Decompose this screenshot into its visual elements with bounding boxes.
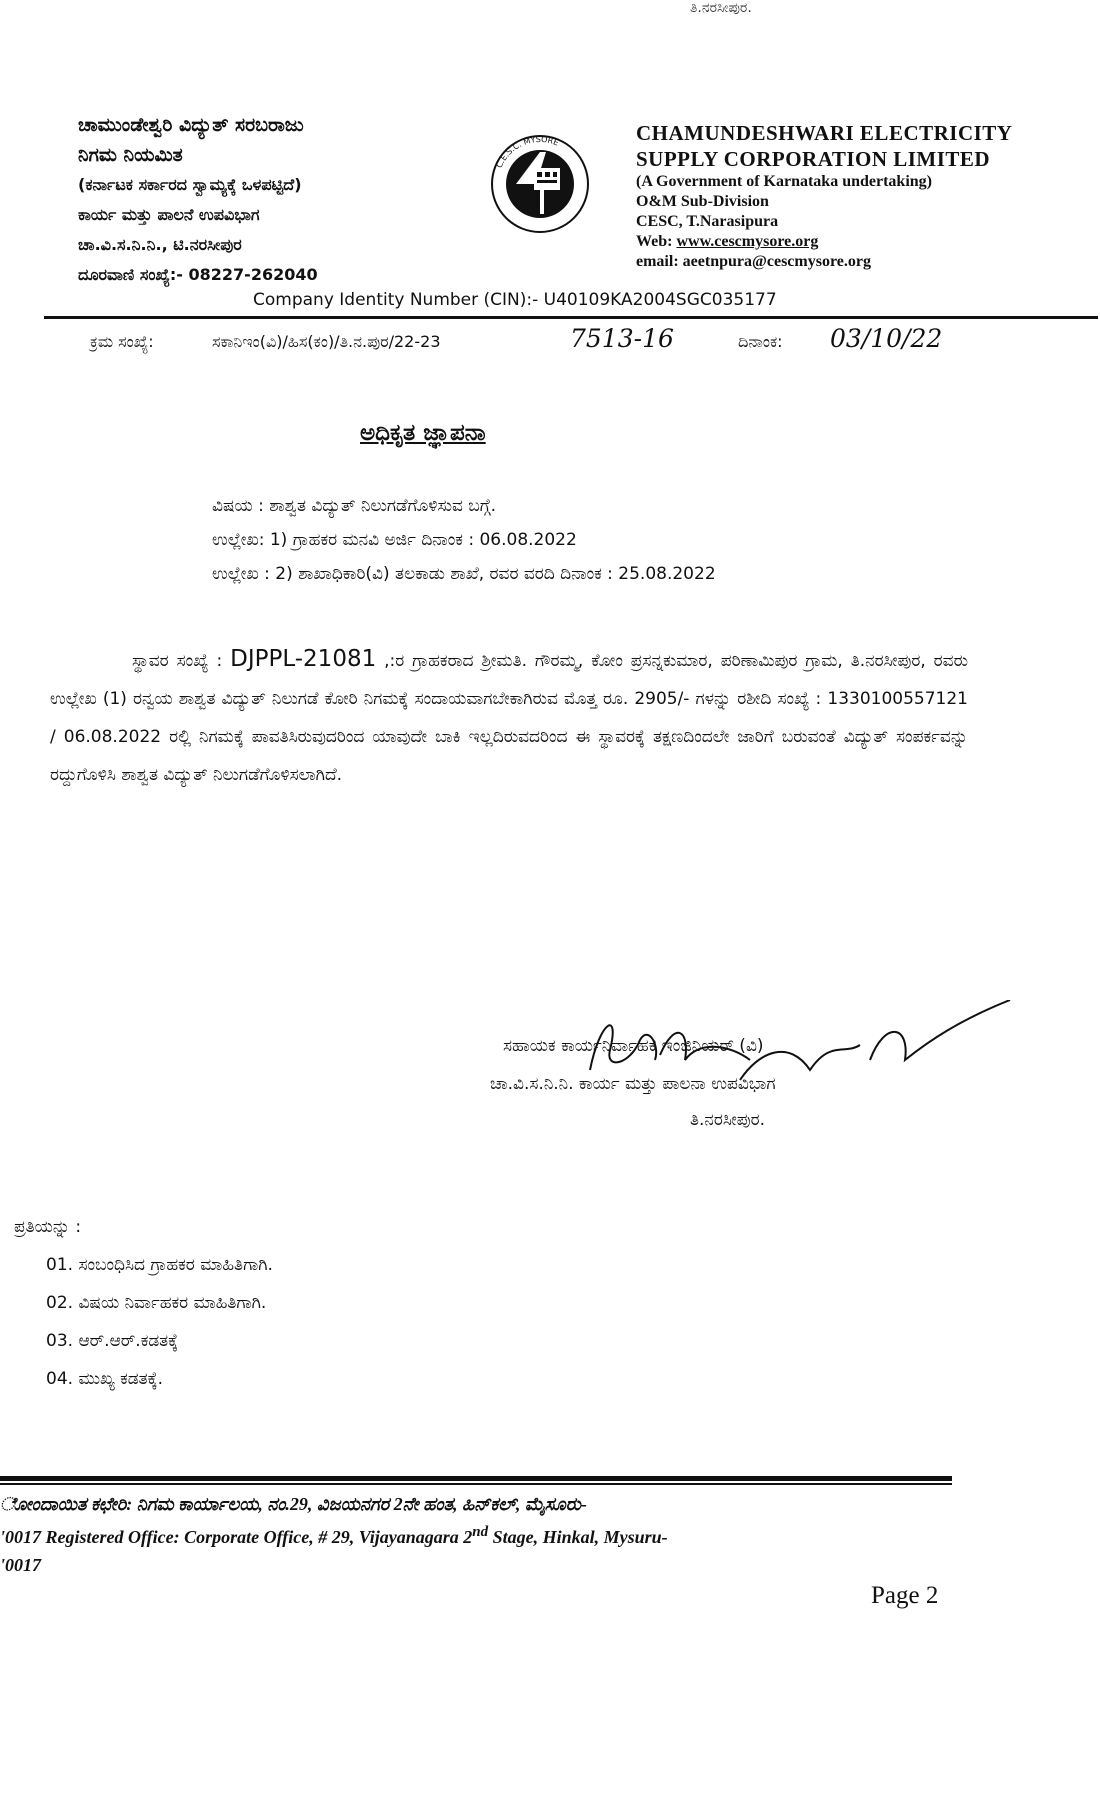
- date-label: ದಿನಾಂಕ:: [738, 332, 783, 351]
- copy-item: 03. ಆರ್.ಆರ್.ಕಡತಕ್ಕೆ: [46, 1331, 179, 1351]
- letterhead-kn-line1: ಚಾಮುಂಡೇಶ್ವರಿ ವಿದ್ಯುತ್ ಸರಬರಾಜು: [78, 114, 304, 136]
- logo-ring-text: C.E.S.C. MYSORE: [494, 134, 560, 170]
- date-handwritten: 03/10/22: [830, 324, 943, 353]
- letterhead-kn-line5: ಚಾ.ವಿ.ಸ.ನಿ.ನಿ., ಟಿ.ನರಸೀಪುರ: [78, 235, 242, 254]
- signatory-designation: ಸಹಾಯಕ ಕಾರ್ಯನಿರ್ವಾಹಕ ಇಂಜಿನಿಯರ್ (ವಿ): [503, 1036, 764, 1056]
- installation-number: DJPPL-21081: [230, 646, 377, 672]
- footer-line-kannada: ೋಂದಾಯಿತ ಕಛೇರಿ: ನಿಗಮ ಕಾರ್ಯಾಲಯ, ನಂ.29, ವಿಜಯನಗರ 2ನೇ ಹಂತ, ಹಿನ್‌ಕಲ್, ಮೈಸೂರು-: [0, 1494, 587, 1514]
- ref-number: ಸಕಾನಿಇಂ(ವಿ)/ಹಿಸ(ಕಂ)/ತಿ.ನ.ಪುರ/22-23: [212, 332, 441, 351]
- ref-label: ಕ್ರಮ ಸಂಖ್ಯೆ:: [90, 332, 154, 351]
- registered-office-footer: [0, 1490, 668, 1579]
- letterhead-en-line5: CESC, T.Narasipura: [636, 213, 779, 230]
- body-paragraph: [50, 640, 968, 794]
- signatory-office: ಚಾ.ವಿ.ಸ.ನಿ.ನಿ. ಕಾರ್ಯ ಮತ್ತು ಪಾಲನಾ ಉಪವಿಭಾಗ: [490, 1074, 776, 1094]
- letterhead-kn-line3: (ಕರ್ನಾಟಕ ಸರ್ಕಾರದ ಸ್ವಾಮ್ಯಕ್ಕೆ ಒಳಪಟ್ಟಿದೆ): [78, 175, 302, 194]
- letterhead-en-line4: O&M Sub-Division: [636, 193, 769, 210]
- copies-block: [14, 1208, 273, 1398]
- website-link[interactable]: www.cescmysore.org: [676, 233, 819, 250]
- body-text: ,:ರ ಗ್ರಾಹಕರಾದ ಶ್ರೀಮತಿ. ಗೌರಮ್ಮ, ಕೋಂ ಪ್ರಸನ್ನಕುಮಾರ, ಪರಿಣಾಮಿಪುರ ಗ್ರಾಮ, ತಿ.ನರಸೀಪುರ, ರವರು ಉಲ್ಲೇಖ (1) ರನ್ವಯ ಶಾಶ್ವತ ವಿದ್ಯುತ್ ನಿಲುಗಡೆ ಕೋರಿ ನಿಗಮಕ್ಕೆ ಸಂದಾಯವಾಗಬೇಕಾಗಿರುವ ಮೊತ್ತ ರೂ. 2905/- ಗಳನ್ನು ರಶೀದಿ ಸಂಖ್ಯೆ : 1330100557121 / 06.08.2022 ರಲ್ಲಿ ನಿಗಮಕ್ಕೆ ಪಾವತಿಸಿರುವುದರಿಂದ ಯಾವುದೇ ಬಾಕಿ ಇಲ್ಲದಿರುವದರಿಂದ ಈ ಸ್ಥಾವರಕ್ಕೆ ತಕ್ಷಣದಿಂದಲೇ ಜಾರಿಗೆ ಬರುವಂತೆ ವಿದ್ಯುತ್ ಸಂಪರ್ಕವನ್ನು ರದ್ದುಗೊಳಿಸಿ ಶಾಶ್ವತ ವಿದ್ಯುತ್ ನಿಲುಗಡೆಗೊಳಿಸಲಾಗಿದೆ.: [50, 651, 968, 785]
- top-stamp-text: ತಿ.ನರಸೀಪುರ.: [690, 0, 752, 16]
- footer-superscript: nd: [472, 1524, 489, 1540]
- email-link[interactable]: aeetnpura@cescmysore.org: [682, 253, 871, 270]
- email-label: email:: [636, 253, 683, 270]
- letterhead-english: [636, 120, 1012, 272]
- copy-item: 02. ವಿಷಯ ನಿರ್ವಾಹಕರ ಮಾಹಿತಿಗಾಗಿ.: [46, 1293, 267, 1313]
- web-label: Web:: [636, 233, 677, 250]
- footer-line-english: '0017 Registered Office: Corporate Office, # 29, Vijayanagara 2: [0, 1527, 473, 1547]
- cin-number: Company Identity Number (CIN):- U40109KA2004SGC035177: [253, 290, 777, 310]
- footer-pincode: '0017: [0, 1555, 42, 1575]
- cesc-logo-icon: [488, 132, 592, 236]
- letterhead-kannada: [78, 110, 318, 290]
- footer-line-english-end: Stage, Hinkal, Mysuru-: [488, 1527, 668, 1547]
- letterhead-en-line1: CHAMUNDESHWARI ELECTRICITY: [636, 121, 1013, 145]
- ref-handwritten-number: 7513-16: [570, 324, 674, 353]
- signatory-place: ತಿ.ನರಸೀಪುರ.: [690, 1110, 766, 1130]
- footer-divider: [0, 1476, 952, 1481]
- subject-line: ವಿಷಯ : ಶಾಶ್ವತ ವಿದ್ಯುತ್ ನಿಲುಗಡೆಗೊಳಿಸುವ ಬಗ್ಗೆ.: [212, 496, 497, 516]
- memo-title: ಅಧಿಕೃತ ಜ್ಞಾಪನಾ: [360, 420, 486, 446]
- footer-divider-thin: [0, 1483, 952, 1485]
- copies-heading: ಪ್ರತಿಯನ್ನು :: [14, 1217, 82, 1237]
- letterhead-kn-line2: ನಿಗಮ ನಿಯಮಿತ: [78, 144, 183, 166]
- reference-2: ಉಲ್ಲೇಖ : 2) ಶಾಖಾಧಿಕಾರಿ(ವಿ) ತಲಕಾಡು ಶಾಖೆ, ರವರ ವರದಿ ದಿನಾಂಕ : 25.08.2022: [212, 564, 716, 584]
- letterhead-en-line3: (A Government of Karnataka undertaking): [636, 173, 932, 190]
- letterhead-kn-line6: ದೂರವಾಣಿ ಸಂಖ್ಯೆ:- 08227-262040: [78, 265, 318, 284]
- letterhead-en-line2: SUPPLY CORPORATION LIMITED: [636, 147, 991, 171]
- copy-item: 01. ಸಂಬಂಧಿಸಿದ ಗ್ರಾಹಕರ ಮಾಹಿತಿಗಾಗಿ.: [46, 1255, 273, 1275]
- reference-1: ಉಲ್ಲೇಖ: 1) ಗ್ರಾಹಕರ ಮನವಿ ಅರ್ಜಿ ದಿನಾಂಕ : 06.08.2022: [212, 530, 577, 550]
- header-divider: [44, 316, 1098, 319]
- letterhead-kn-line4: ಕಾರ್ಯ ಮತ್ತು ಪಾಲನೆ ಉಪವಿಭಾಗ: [78, 205, 260, 224]
- copy-item: 04. ಮುಖ್ಯ ಕಡತಕ್ಕೆ.: [46, 1369, 163, 1389]
- page-number: Page 2: [871, 1582, 939, 1609]
- installation-label: ಸ್ಥಾವರ ಸಂಖ್ಯೆ :: [132, 651, 231, 671]
